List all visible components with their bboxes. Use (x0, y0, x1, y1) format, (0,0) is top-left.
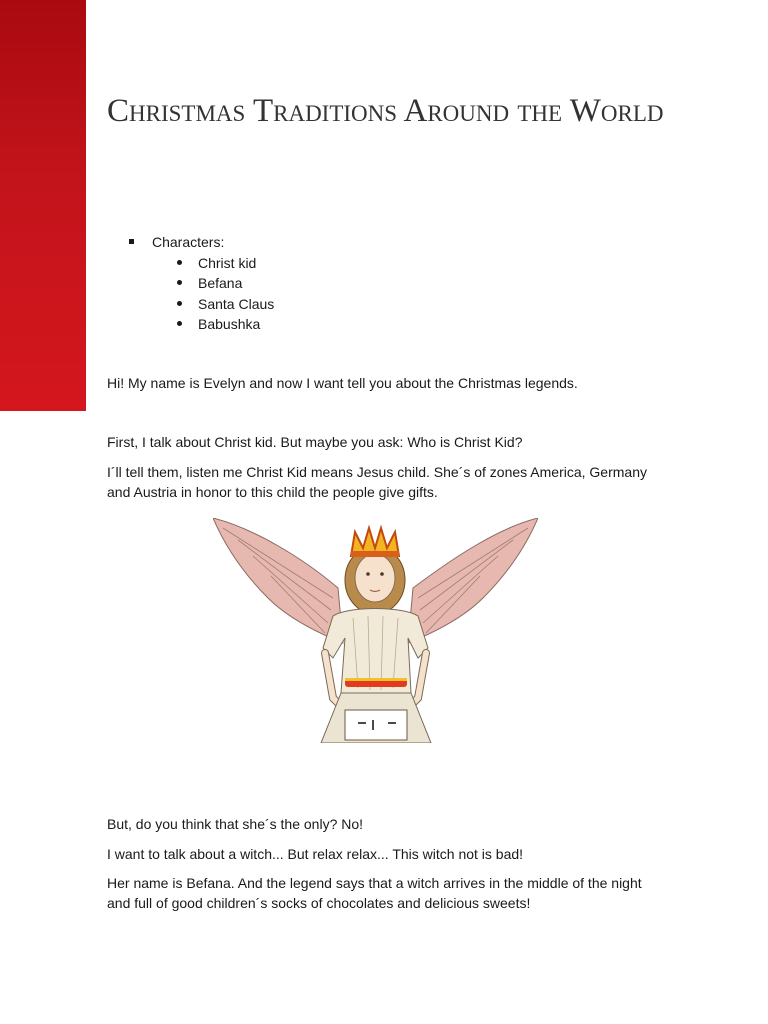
list-item-christ-kid: Christ kid (152, 253, 274, 274)
christ-kid-question: First, I talk about Christ kid. But maybe you ask: Who is Christ Kid? (107, 434, 523, 450)
characters-list (128, 232, 274, 335)
list-item (128, 232, 274, 335)
decorative-red-sidebar (0, 0, 86, 411)
list-item-santa-claus: Santa Claus (152, 294, 274, 315)
page-title: Christmas Traditions Around the World (107, 93, 664, 129)
list-item-befana: Befana (152, 273, 274, 294)
befana-paragraph: Her name is Befana. And the legend says that a witch arrives in the middle of the night and full of good children´s socks of chocolates and delicious sweets! (107, 875, 642, 911)
list-item-babushka: Babushka (152, 314, 274, 335)
witch-paragraph: I want to talk about a witch... But relax relax... This witch not is bad! (107, 846, 524, 862)
angel-illustration (213, 518, 538, 743)
characters-label: Characters: (152, 234, 225, 250)
christ-kid-paragraph: I´ll tell them, listen me Christ Kid means Jesus child. She´s of zones America, Germany and Austria in honor to this child the people give gifts. (107, 464, 647, 500)
only-paragraph: But, do you think that she´s the only? No! (107, 816, 364, 832)
intro-paragraph: Hi! My name is Evelyn and now I want tell you about the Christmas legends. (107, 375, 578, 391)
